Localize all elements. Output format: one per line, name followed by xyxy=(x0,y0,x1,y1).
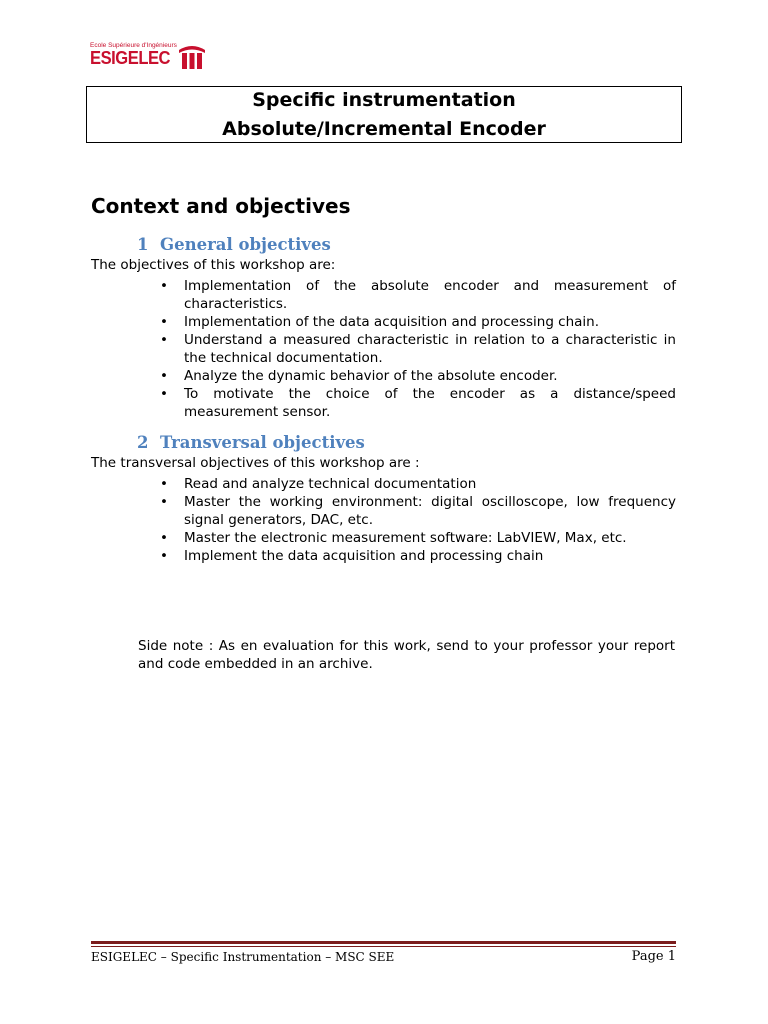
bullet-icon: • xyxy=(160,368,168,384)
list-item: • Understand a measured characteristic in relation to a characteristic in the technical documentation. xyxy=(160,332,676,366)
document-title-box xyxy=(86,86,682,143)
page-number: Page 1 xyxy=(631,949,676,964)
general-objectives-list xyxy=(160,277,676,421)
bullet-icon: • xyxy=(160,530,168,546)
bullet-icon: • xyxy=(160,332,168,348)
list-item: • Read and analyze technical documentation xyxy=(160,476,477,492)
logo-tagline: Ecole Supérieure d'Ingénieurs xyxy=(90,42,177,49)
transversal-objectives-list xyxy=(160,475,676,565)
subsection-number: 2 xyxy=(137,433,149,452)
list-item: • Analyze the dynamic behavior of the absolute encoder. xyxy=(160,368,558,384)
list-item: • Master the working environment: digital oscilloscope, low frequency signal generators, DAC, etc. xyxy=(160,494,676,528)
subsection-number: 1 xyxy=(137,235,149,254)
bullet-icon: • xyxy=(160,386,168,402)
subsection-title: Transversal objectives xyxy=(160,433,365,452)
esigelec-logo xyxy=(90,42,208,72)
list-item: • Implementation of the absolute encoder and measurement of characteristics. xyxy=(160,278,676,312)
list-item: • Master the electronic measurement software: LabVIEW, Max, etc. xyxy=(160,530,627,546)
list-item: • Implement the data acquisition and processing chain xyxy=(160,548,544,564)
list-item: • To motivate the choice of the encoder as a distance/speed measurement sensor. xyxy=(160,386,676,420)
bullet-icon: • xyxy=(160,494,168,510)
side-note: Side note : As en evaluation for this work, send to your professor your report and code embedded in an archive. xyxy=(138,638,675,672)
footer-text: ESIGELEC – Specific Instrumentation – MSC SEE xyxy=(91,950,395,964)
document-title-line-2: Absolute/Incremental Encoder xyxy=(222,118,546,140)
subsection-heading-transversal xyxy=(137,433,365,452)
subsection-title: General objectives xyxy=(160,235,331,254)
logo-arch-icon xyxy=(178,44,206,70)
bullet-icon: • xyxy=(160,476,168,492)
logo-wordmark: ESIGELEC xyxy=(90,48,171,68)
list-item: • Implementation of the data acquisition and processing chain. xyxy=(160,314,600,330)
footer-rule-thin xyxy=(91,946,676,947)
section-intro: The transversal objectives of this workshop are : xyxy=(91,455,420,471)
section-intro: The objectives of this workshop are: xyxy=(91,257,336,273)
section-heading: Context and objectives xyxy=(91,194,351,218)
bullet-icon: • xyxy=(160,314,168,330)
subsection-heading-general xyxy=(137,235,331,254)
footer-rule-thick xyxy=(91,941,676,944)
document-title-line-1: Specific instrumentation xyxy=(252,89,516,111)
bullet-icon: • xyxy=(160,278,168,294)
bullet-icon: • xyxy=(160,548,168,564)
